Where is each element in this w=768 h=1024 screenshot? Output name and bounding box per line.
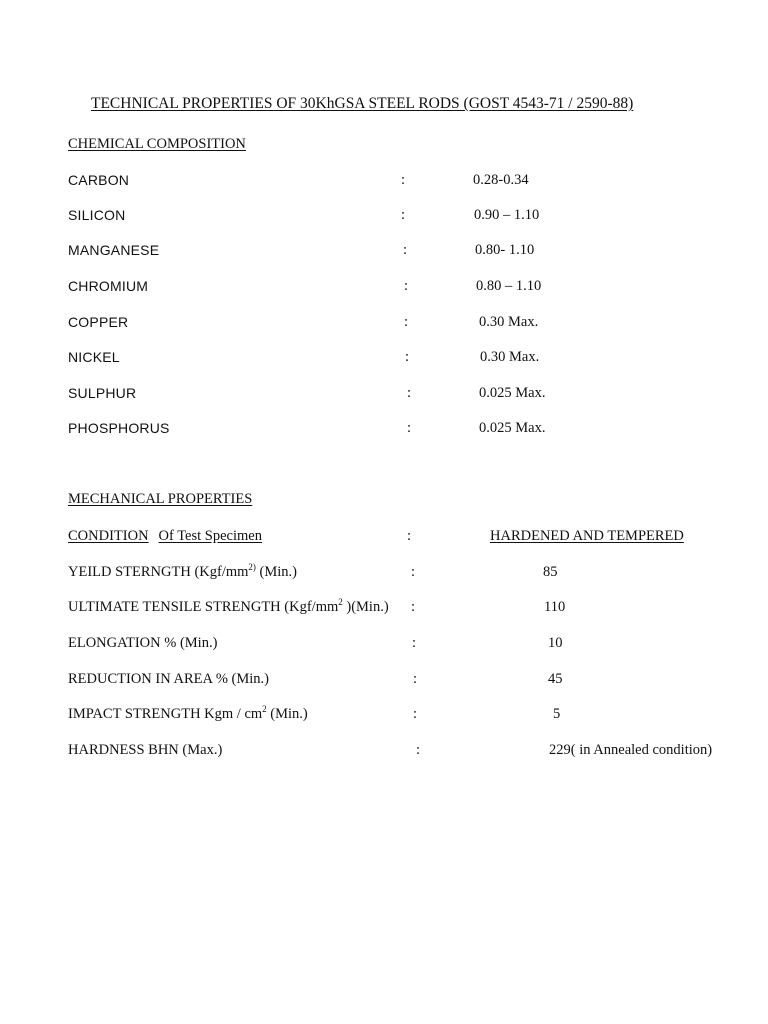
chem-label: COPPER <box>68 314 129 330</box>
chem-value: 0.80- 1.10 <box>475 242 535 258</box>
condition-label <box>68 529 262 544</box>
condition-label-main: CONDITION <box>68 528 149 544</box>
chem-label: PHOSPHORUS <box>68 420 170 436</box>
chem-value: 0.025 Max. <box>479 420 546 436</box>
mech-label: REDUCTION IN AREA % (Min.) <box>68 671 269 687</box>
chem-separator: : <box>407 420 412 436</box>
chem-separator: : <box>404 278 409 294</box>
mech-label-suffix: )(Min.) <box>342 599 389 615</box>
mech-value: 110 <box>544 599 566 615</box>
mech-label-text: IMPACT STRENGTH Kgm / cm <box>68 706 263 722</box>
mech-label: HARDNESS BHN (Max.) <box>68 742 223 758</box>
mech-label-sup: 2 <box>262 704 267 715</box>
mech-separator: : <box>412 635 417 651</box>
mech-value: 10 <box>548 635 563 651</box>
chem-label: SILICON <box>68 207 126 223</box>
mech-label-text: YEILD STERNGTH (Kgf/mm <box>68 564 249 580</box>
chem-separator: : <box>404 314 409 330</box>
chem-label: NICKEL <box>68 349 120 365</box>
document-title: TECHNICAL PROPERTIES OF 30KhGSA STEEL RODS (GOST 4543-71 / 2590-88) <box>91 95 634 112</box>
mech-label-sup: 2 <box>338 597 343 608</box>
chemical-composition-heading: CHEMICAL COMPOSITION <box>68 136 246 152</box>
chem-separator: : <box>403 242 408 258</box>
condition-value: HARDENED AND TEMPERED <box>490 528 684 544</box>
mech-separator: : <box>413 706 418 722</box>
mech-value: 229( in Annealed condition) <box>549 742 713 758</box>
chem-value: 0.30 Max. <box>480 349 540 365</box>
mech-separator: : <box>416 742 421 758</box>
mech-separator: : <box>407 528 412 544</box>
chem-value: 0.025 Max. <box>479 385 546 401</box>
mech-label-sup: 2) <box>248 562 256 573</box>
chem-label: SULPHUR <box>68 385 137 401</box>
chem-label: CARBON <box>68 172 130 188</box>
chem-value: 0.90 – 1.10 <box>474 207 540 223</box>
chem-separator: : <box>405 349 410 365</box>
mech-value: 45 <box>548 671 563 687</box>
chem-separator: : <box>401 172 406 188</box>
mech-label-suffix: (Min.) <box>266 706 308 722</box>
mech-label-suffix: (Min.) <box>255 564 298 580</box>
mech-label: ELONGATION % (Min.) <box>68 635 218 651</box>
condition-label-sub: Of Test Specimen <box>158 528 262 544</box>
mech-label <box>68 562 298 580</box>
mech-label-text: ULTIMATE TENSILE STRENGTH (Kgf/mm <box>68 599 339 615</box>
mech-separator: : <box>411 599 416 615</box>
mech-label <box>68 704 308 722</box>
mechanical-properties-heading: MECHANICAL PROPERTIES <box>68 491 253 507</box>
mech-label <box>68 597 389 615</box>
chem-value: 0.28-0.34 <box>473 172 529 188</box>
mech-value: 5 <box>553 706 561 722</box>
mech-separator: : <box>411 564 416 580</box>
mech-separator: : <box>413 671 418 687</box>
chem-separator: : <box>407 385 412 401</box>
chem-value: 0.30 Max. <box>479 314 539 330</box>
mech-value: 85 <box>543 564 558 580</box>
chem-separator: : <box>401 207 406 223</box>
chem-value: 0.80 – 1.10 <box>476 278 542 294</box>
chem-label: CHROMIUM <box>68 278 149 294</box>
chem-label: MANGANESE <box>68 242 160 258</box>
